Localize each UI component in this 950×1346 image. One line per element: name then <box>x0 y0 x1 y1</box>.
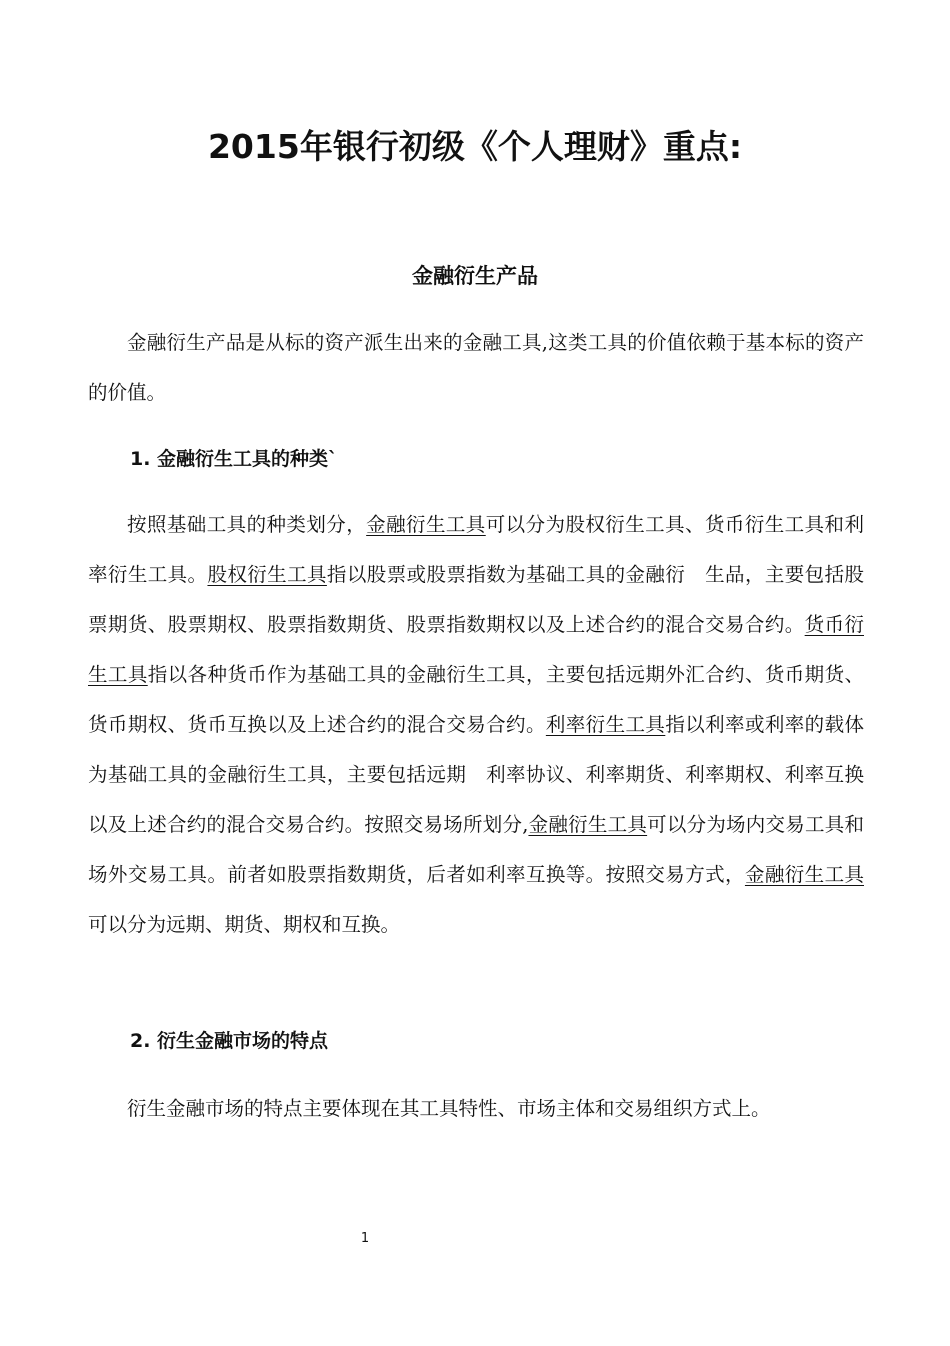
text-segment: 可以分为股权衍生工具、货币衍生工具和利率衍生工具。 <box>88 513 864 586</box>
underlined-term: 股权衍生工具 <box>207 563 327 586</box>
text-segment: 按照基础工具的种类划分， <box>127 513 367 536</box>
text-segment: 指以各种货币作为基础工具的金融衍生工具，主要包括远期外汇合约、货币期货、货币期权、货币互换以及上述合约的混合交易合约。 <box>88 663 864 736</box>
underlined-term: 金融衍生工具 <box>528 813 648 836</box>
derivative-types-paragraph <box>88 500 864 950</box>
underlined-term: 货币衍生工具 <box>88 613 864 686</box>
page-number: 1 <box>360 1231 370 1246</box>
text-segment: 可以分为场内交易工具和场外交易工具。前者如股票指数期货，后者如利率互换等。按照交易方式， <box>88 813 864 886</box>
intro-paragraph: 金融衍生产品是从标的资产派生出来的金融工具,这类工具的价值依赖于基本标的资产的价值。 <box>88 331 864 404</box>
text-segment: 指以股票或股票指数为基础工具的金融衍 生品，主要包括股票期货、股票期权、股票指数期货、股票指数期权以及上述合约的混合交易合约。 <box>88 563 864 636</box>
underlined-term: 金融衍生工具 <box>744 863 864 886</box>
underlined-term: 利率衍生工具 <box>545 713 666 736</box>
document-title: 2015年银行初级《个人理财》重点: <box>207 127 743 166</box>
section-title: 金融衍生产品 <box>412 264 538 288</box>
text-segment: 指以利率或利率的载体为基础工具的金融衍生工具，主要包括远期 利率协议、利率期货、利率期权、利率互换以及上述合约的混合交易合约。按照交易场所划分, <box>88 713 864 836</box>
subheading-market-features: 2. 衍生金融市场的特点 <box>130 1030 329 1052</box>
text-segment: 可以分为远期、期货、期权和互换。 <box>88 913 401 936</box>
market-features-paragraph: 衍生金融市场的特点主要体现在其工具特性、市场主体和交易组织方式上。 <box>127 1097 771 1120</box>
underlined-term: 金融衍生工具 <box>366 513 486 536</box>
subheading-derivative-types: 1. 金融衍生工具的种类` <box>130 448 338 470</box>
